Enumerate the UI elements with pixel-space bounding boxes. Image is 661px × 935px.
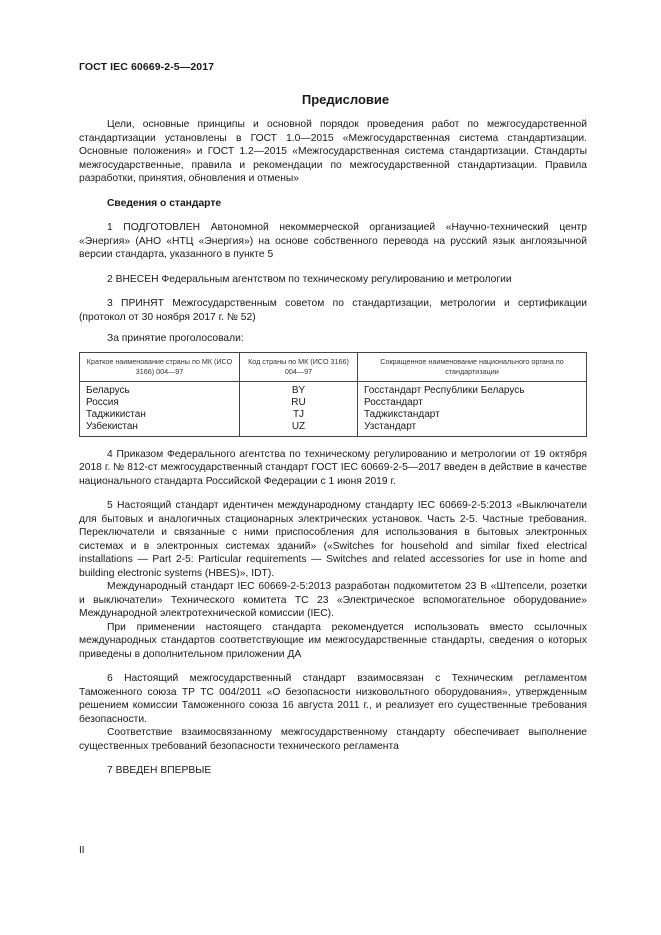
item-5-paragraph-1: 5 Настоящий стандарт идентичен международному стандарту IEC 60669-2-5:2013 «Выключатели для бытовых и аналогичных стационарных электрических установок. Часть 2-5. Частные требования. Переключатели и связанные с ними приспособления для использования в бытовых электронных системах и в электронных системах зданий» («Switches for household and similar fixed electrical installations — Part 2-5: Particular requirements — Switches and related accessories for use in home and building electronic systems (HBES)», IDT). — [79, 500, 587, 579]
cell-body: Госстандарт Республики Беларусь — [358, 381, 587, 397]
cell-country: Россия — [80, 397, 240, 409]
cell-country: Узбекистан — [80, 421, 240, 437]
header-code: Код страны по МК (ИСО 3166) 004—97 — [240, 352, 358, 381]
header-body: Сокращенное наименование национального органа по стандартизации — [358, 352, 587, 381]
cell-country: Таджикистан — [80, 409, 240, 421]
item-5-paragraph-3: При применении настоящего стандарта рекомендуется использовать вместо ссылочных международных стандартов соответствующие им межгосударственные стандарты, сведения о которых приведены в дополнительном приложении ДА — [79, 621, 587, 660]
item-5-paragraph-2: Международный стандарт IEC 60669-2-5:2013 разработан подкомитетом 23 В «Штепсели, розетки и выключатели» Технического комитета ТС 23 «Электрическое вспомогательное оборудование» Международной электротехнической комиссии (IEC). — [79, 581, 587, 619]
table-row — [80, 421, 587, 437]
cell-code: UZ — [240, 421, 358, 437]
item-1: 1 ПОДГОТОВЛЕН Автономной некоммерческой организацией «Научно-технический центр «Энергия» (АНО «НТЦ «Энергия») на основе собственного перевода на русский язык англоязычной версии стандарта, указанного в пункте 5 — [79, 222, 587, 260]
cell-code: BY — [240, 381, 358, 397]
header-country: Краткое наименование страны по МК (ИСО 3166) 004—97 — [80, 352, 240, 381]
item-4: 4 Приказом Федерального агентства по техническому регулированию и метрологии от 19 октября 2018 г. № 812-ст межгосударственный стандарт ГОСТ IEC 60669-2-5—2017 введен в действие в качестве национального стандарта Российской Федерации с 1 июня 2019 г. — [79, 448, 587, 487]
voted-label: За принятие проголосовали: — [107, 333, 244, 344]
intro-paragraph: Цели, основные принципы и основной порядок проведения работ по межгосударственной стандартизации установлены в ГОСТ 1.0—2015 «Межгосударственная система стандартизации. Основные положения» и ГОСТ 1.2—2015 «Межгосударственная система стандартизации. Стандарты межгосударственные, правила и рекомендации по межгосударственной стандартизации. Правила разработки, принятия, обновления и отмены» — [79, 119, 587, 184]
voting-table — [79, 352, 587, 437]
cell-code: TJ — [240, 409, 358, 421]
document-body — [79, 118, 587, 778]
cell-code: RU — [240, 397, 358, 409]
document-code: ГОСТ IEC 60669-2-5—2017 — [79, 61, 215, 73]
item-7: 7 ВВЕДЕН ВПЕРВЫЕ — [107, 765, 212, 776]
table-row — [80, 381, 587, 397]
cell-body: Таджикстандарт — [358, 409, 587, 421]
cell-body: Узстандарт — [358, 421, 587, 437]
item-6-paragraph-2: Соответствие взаимосвязанному межгосударственному стандарту обеспечивает выполнение существенных требований безопасности технического регламента — [79, 727, 587, 752]
item-3: 3 ПРИНЯТ Межгосударственным советом по стандартизации, метрологии и сертификации (протокол от 30 ноября 2017 г. № 52) — [79, 298, 587, 323]
page-title: Предисловие — [301, 92, 390, 107]
table-row — [80, 397, 587, 409]
page-number: II — [79, 845, 85, 856]
item-6-paragraph-1: 6 Настоящий межгосударственный стандарт взаимосвязан с Техническим регламентом Таможенного союза ТР ТС 004/2011 «О безопасности низковольтного оборудования», утвержденным решением комиссии Таможенного союза 16 августа 2011 г., и реализует его существенные требования безопасности. — [79, 673, 587, 725]
table-row — [80, 409, 587, 421]
item-2: 2 ВНЕСЕН Федеральным агентством по техническому регулированию и метрологии — [107, 273, 512, 285]
cell-body: Росстандарт — [358, 397, 587, 409]
table-header-row — [80, 352, 587, 381]
section-heading: Сведения о стандарте — [107, 197, 222, 209]
cell-country: Беларусь — [80, 381, 240, 397]
